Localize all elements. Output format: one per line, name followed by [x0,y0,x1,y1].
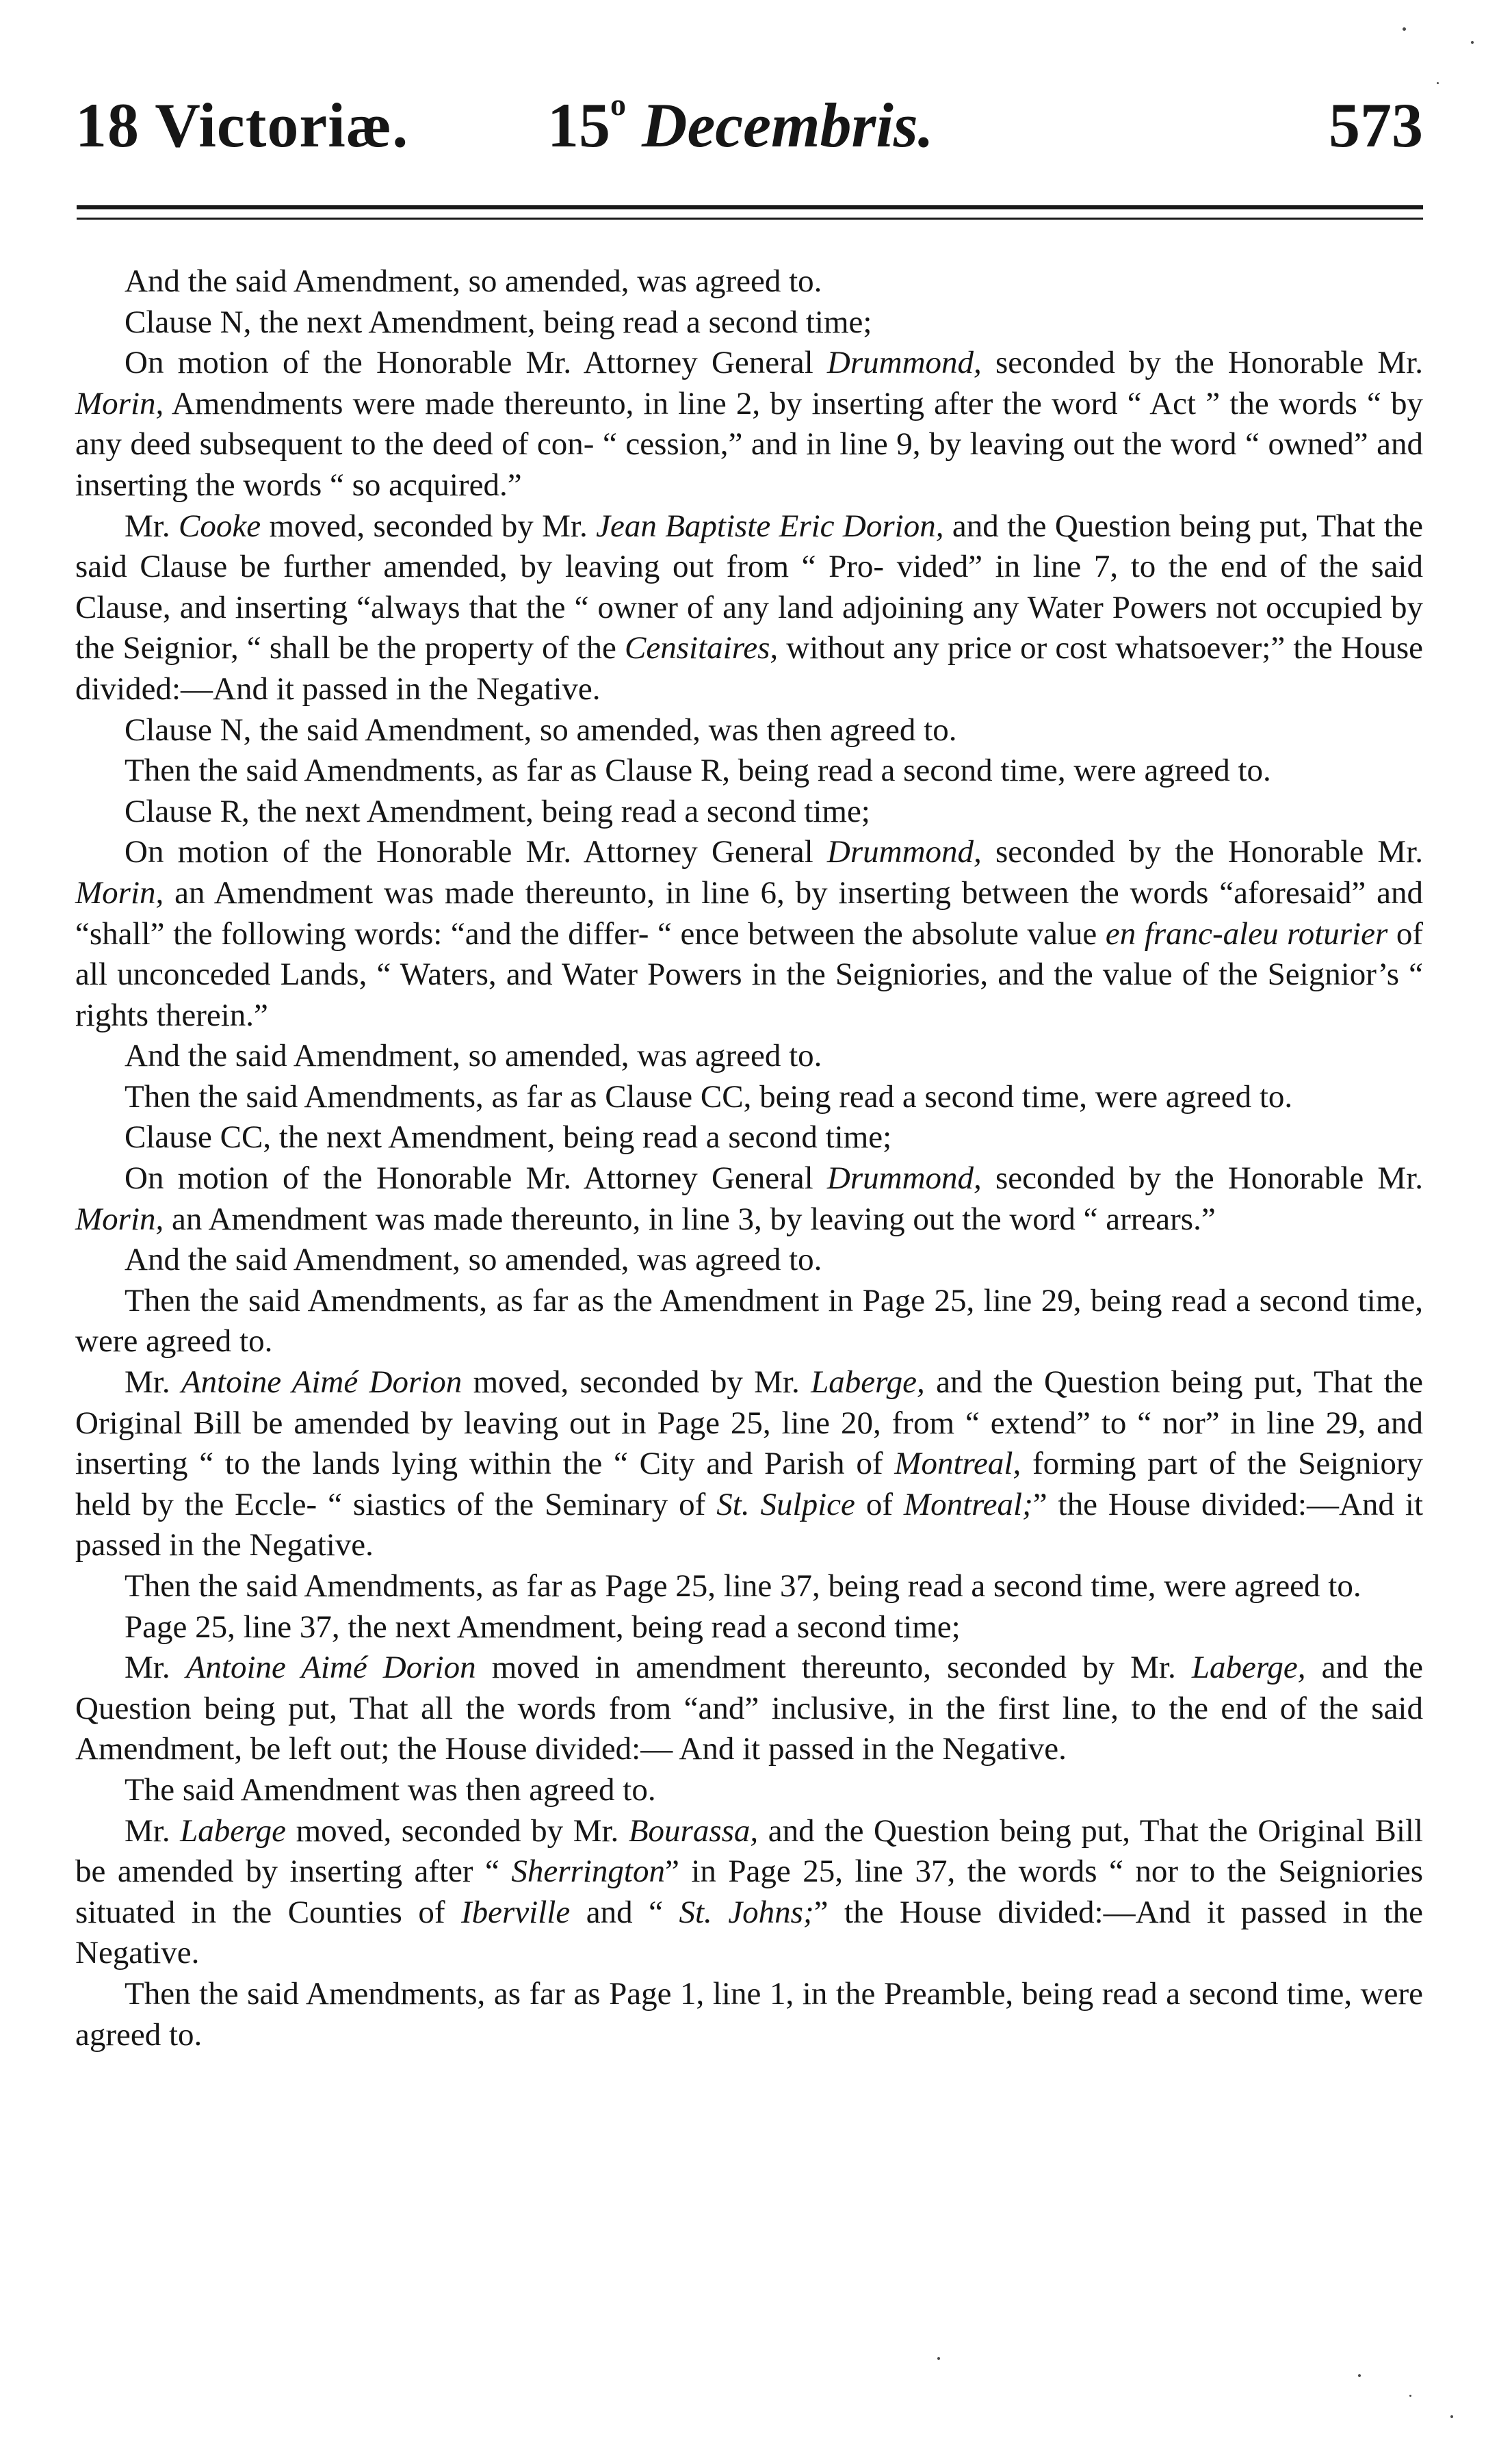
text-run: And the said Amendment, so amended, was agreed to. [125,1242,822,1278]
text-run: The said Amendment was then agreed to. [125,1771,656,1808]
text-run: seconded by the Honorable Mr. [981,345,1424,381]
italic-run: Drummond, [826,345,982,381]
paragraph [75,1648,1423,1770]
text-run: Then the said Amendments, as far as Page 25, line 37, being read a second time, were agreed to. [125,1568,1361,1604]
text-run: forming part of the Seigniory held by the Eccle- “ siastics of the Seminary of [75,1446,1424,1522]
text-run: moved, seconded by Mr. [261,508,597,544]
text-run: seconded by the Honorable Mr. [981,1160,1424,1197]
paragraph [75,261,1423,302]
text-run: an Amendment was made thereunto, in line 6, by inserting between the words “aforesaid” and “shall” the following words: “and the differ- “ ence between the absolute value [75,874,1423,952]
paragraph [75,302,1423,343]
paragraph [75,792,1423,833]
text-run: On motion of the Honorable Mr. Attorney General [125,345,827,381]
running-header [75,89,1423,178]
text-run: and the Question being put, That the Original Bill be amended by inserting after “ [75,1812,1423,1890]
paragraph [75,1770,1423,1811]
print-speck [937,2357,940,2360]
italic-run: Censitaires, [625,630,779,666]
italic-run: Laberge, [1191,1650,1306,1686]
text-run: Page 25, line 37, the next Amendment, being read a second time; [125,1609,961,1645]
italic-run: Bourassa, [628,1812,759,1849]
text-run: And the said Amendment, so amended, was agreed to. [125,1038,822,1074]
paragraph [75,1566,1423,1607]
print-speck [1437,82,1439,84]
text-run: moved, seconded by Mr. [286,1812,629,1849]
print-speck [1403,27,1406,31]
text-run: of [855,1486,904,1522]
text-run: and “ [570,1894,679,1930]
italic-run: St. Johns; [679,1894,814,1930]
header-rule-thick [77,205,1423,209]
session-date [547,89,934,161]
text-run: seconded by the Honorable Mr. [981,834,1424,870]
italic-run: en franc-aleu roturier [1105,915,1388,952]
italic-run: Morin, [75,1201,164,1237]
paragraph [75,832,1423,1036]
paragraph [75,506,1423,710]
italic-run: Montreal; [903,1486,1033,1522]
page-number: 573 [1329,90,1423,160]
paragraph [75,1077,1423,1118]
italic-run: Morin, [75,385,164,421]
text-run: without any price or cost whatsoever;” the House divided:—And it passed in the Negative. [75,630,1423,707]
italic-run: Drummond, [826,834,982,870]
italic-run: Montreal, [894,1446,1021,1482]
text-run: Then the said Amendments, as far as the Amendment in Page 25, line 29, being read a second time, were agreed to. [75,1282,1423,1360]
text-run: and the Question being put, That the said Clause be further amended, by leaving out from “ Pro- vided” in line 7, to the end of the said Clause, and inserting “always that the “ owner of any land adjoining any Water Powers not occupied by the Seignior, “ shall be the property of the [75,508,1424,666]
paragraph [75,710,1423,751]
print-speck [1450,2415,1453,2418]
paragraph [75,1362,1423,1566]
text-run: ” the House divided:—And it passed in the Negative. [75,1894,1423,1971]
italic-run: Iberville [461,1894,571,1930]
text-run: On motion of the Honorable Mr. Attorney General [125,1160,827,1197]
italic-run: Sherrington [511,1854,665,1890]
text-run: an Amendment was made thereunto, in line 3, by leaving out the word “ arrears.” [164,1201,1216,1237]
header-rule-thin [77,218,1423,220]
paragraph [75,1974,1423,2055]
italic-run: Drummond, [826,1160,982,1197]
italic-run: Cooke [178,508,261,544]
text-run: On motion of the Honorable Mr. Attorney General [125,834,827,870]
text-run: moved in amendment thereunto, seconded by Mr. [475,1650,1192,1686]
paragraph [75,1811,1423,1974]
italic-run: Antoine Aimé Dorion [181,1364,462,1401]
text-run: Clause CC, the next Amendment, being read a second time; [125,1119,892,1156]
text-run: Mr. [125,1650,186,1686]
print-speck [1471,41,1474,44]
text-run: ” the House divided:—And it passed in the Negative. [75,1486,1423,1563]
paragraph [75,1240,1423,1281]
paragraph [75,1281,1423,1362]
text-run: Then the said Amendments, as far as Clause R, being read a second time, were agreed to. [125,753,1271,789]
text-run: Mr. [125,1812,181,1849]
paragraph [75,751,1423,792]
text-run: ” in Page 25, line 37, the words “ nor to the Seigniories situated in the Counties of [75,1854,1423,1930]
italic-run: Antoine Aimé Dorion [185,1650,476,1686]
text-run: and the Question being put, That the Original Bill be amended by leaving out in Page 25, line 20, from “ extend” to “ nor” in line 29, and inserting “ to the lands lying within the “ City and Parish of [75,1364,1423,1482]
text-run: of all unconceded Lands, “ Waters, and Water Powers in the Seigniories, and the value of the Seignior’s “ rights therein.” [75,915,1423,1033]
italic-run: Laberge [180,1812,287,1849]
text-run: and the Question being put, That all the words from “and” inclusive, in the first line, to the end of the said Amendment, be left out; the House divided:— And it passed in the Negative. [75,1650,1423,1767]
text-run: Clause R, the next Amendment, being read a second time; [125,793,870,829]
text-run: Then the said Amendments, as far as Page 1, line 1, in the Preamble, being read a second time, were agreed to. [75,1975,1423,2053]
text-run: Then the said Amendments, as far as Clause CC, being read a second time, were agreed to. [125,1078,1293,1115]
paragraph [75,1036,1423,1077]
text-run: Amendments were made thereunto, in line 2, by inserting after the word “ Act ” the words “ by any deed subsequent to the deed of con- “ cession,” and in line 9, by leaving out the word “ owned” and inserting the words “ so acquired.” [75,385,1423,503]
text-run: Clause N, the said Amendment, so amended, was then agreed to. [125,712,957,748]
paragraph [75,343,1423,506]
text-run: Clause N, the next Amendment, being read a second time; [125,304,872,340]
text-run: moved, seconded by Mr. [462,1364,811,1401]
italic-run: Laberge, [811,1364,925,1401]
print-speck [1358,2374,1361,2377]
text-run: Mr. [125,508,179,544]
paragraph [75,1607,1423,1648]
italic-run: Morin, [75,874,164,911]
text-run: Mr. [125,1364,181,1401]
print-speck [1409,2395,1411,2397]
date-ordinal-mark: o [610,87,626,122]
text-run: And the said Amendment, so amended, was agreed to. [125,263,822,299]
italic-run: St. Sulpice [716,1486,855,1522]
paragraph [75,1158,1423,1240]
date-day: 15 [547,90,610,160]
regnal-year: 18 Victoriæ. [75,90,409,160]
journal-body [75,261,1423,2055]
paragraph [75,1117,1423,1158]
italic-run: Jean Baptiste Eric Dorion, [596,508,944,544]
date-month: Decembris. [642,90,934,160]
